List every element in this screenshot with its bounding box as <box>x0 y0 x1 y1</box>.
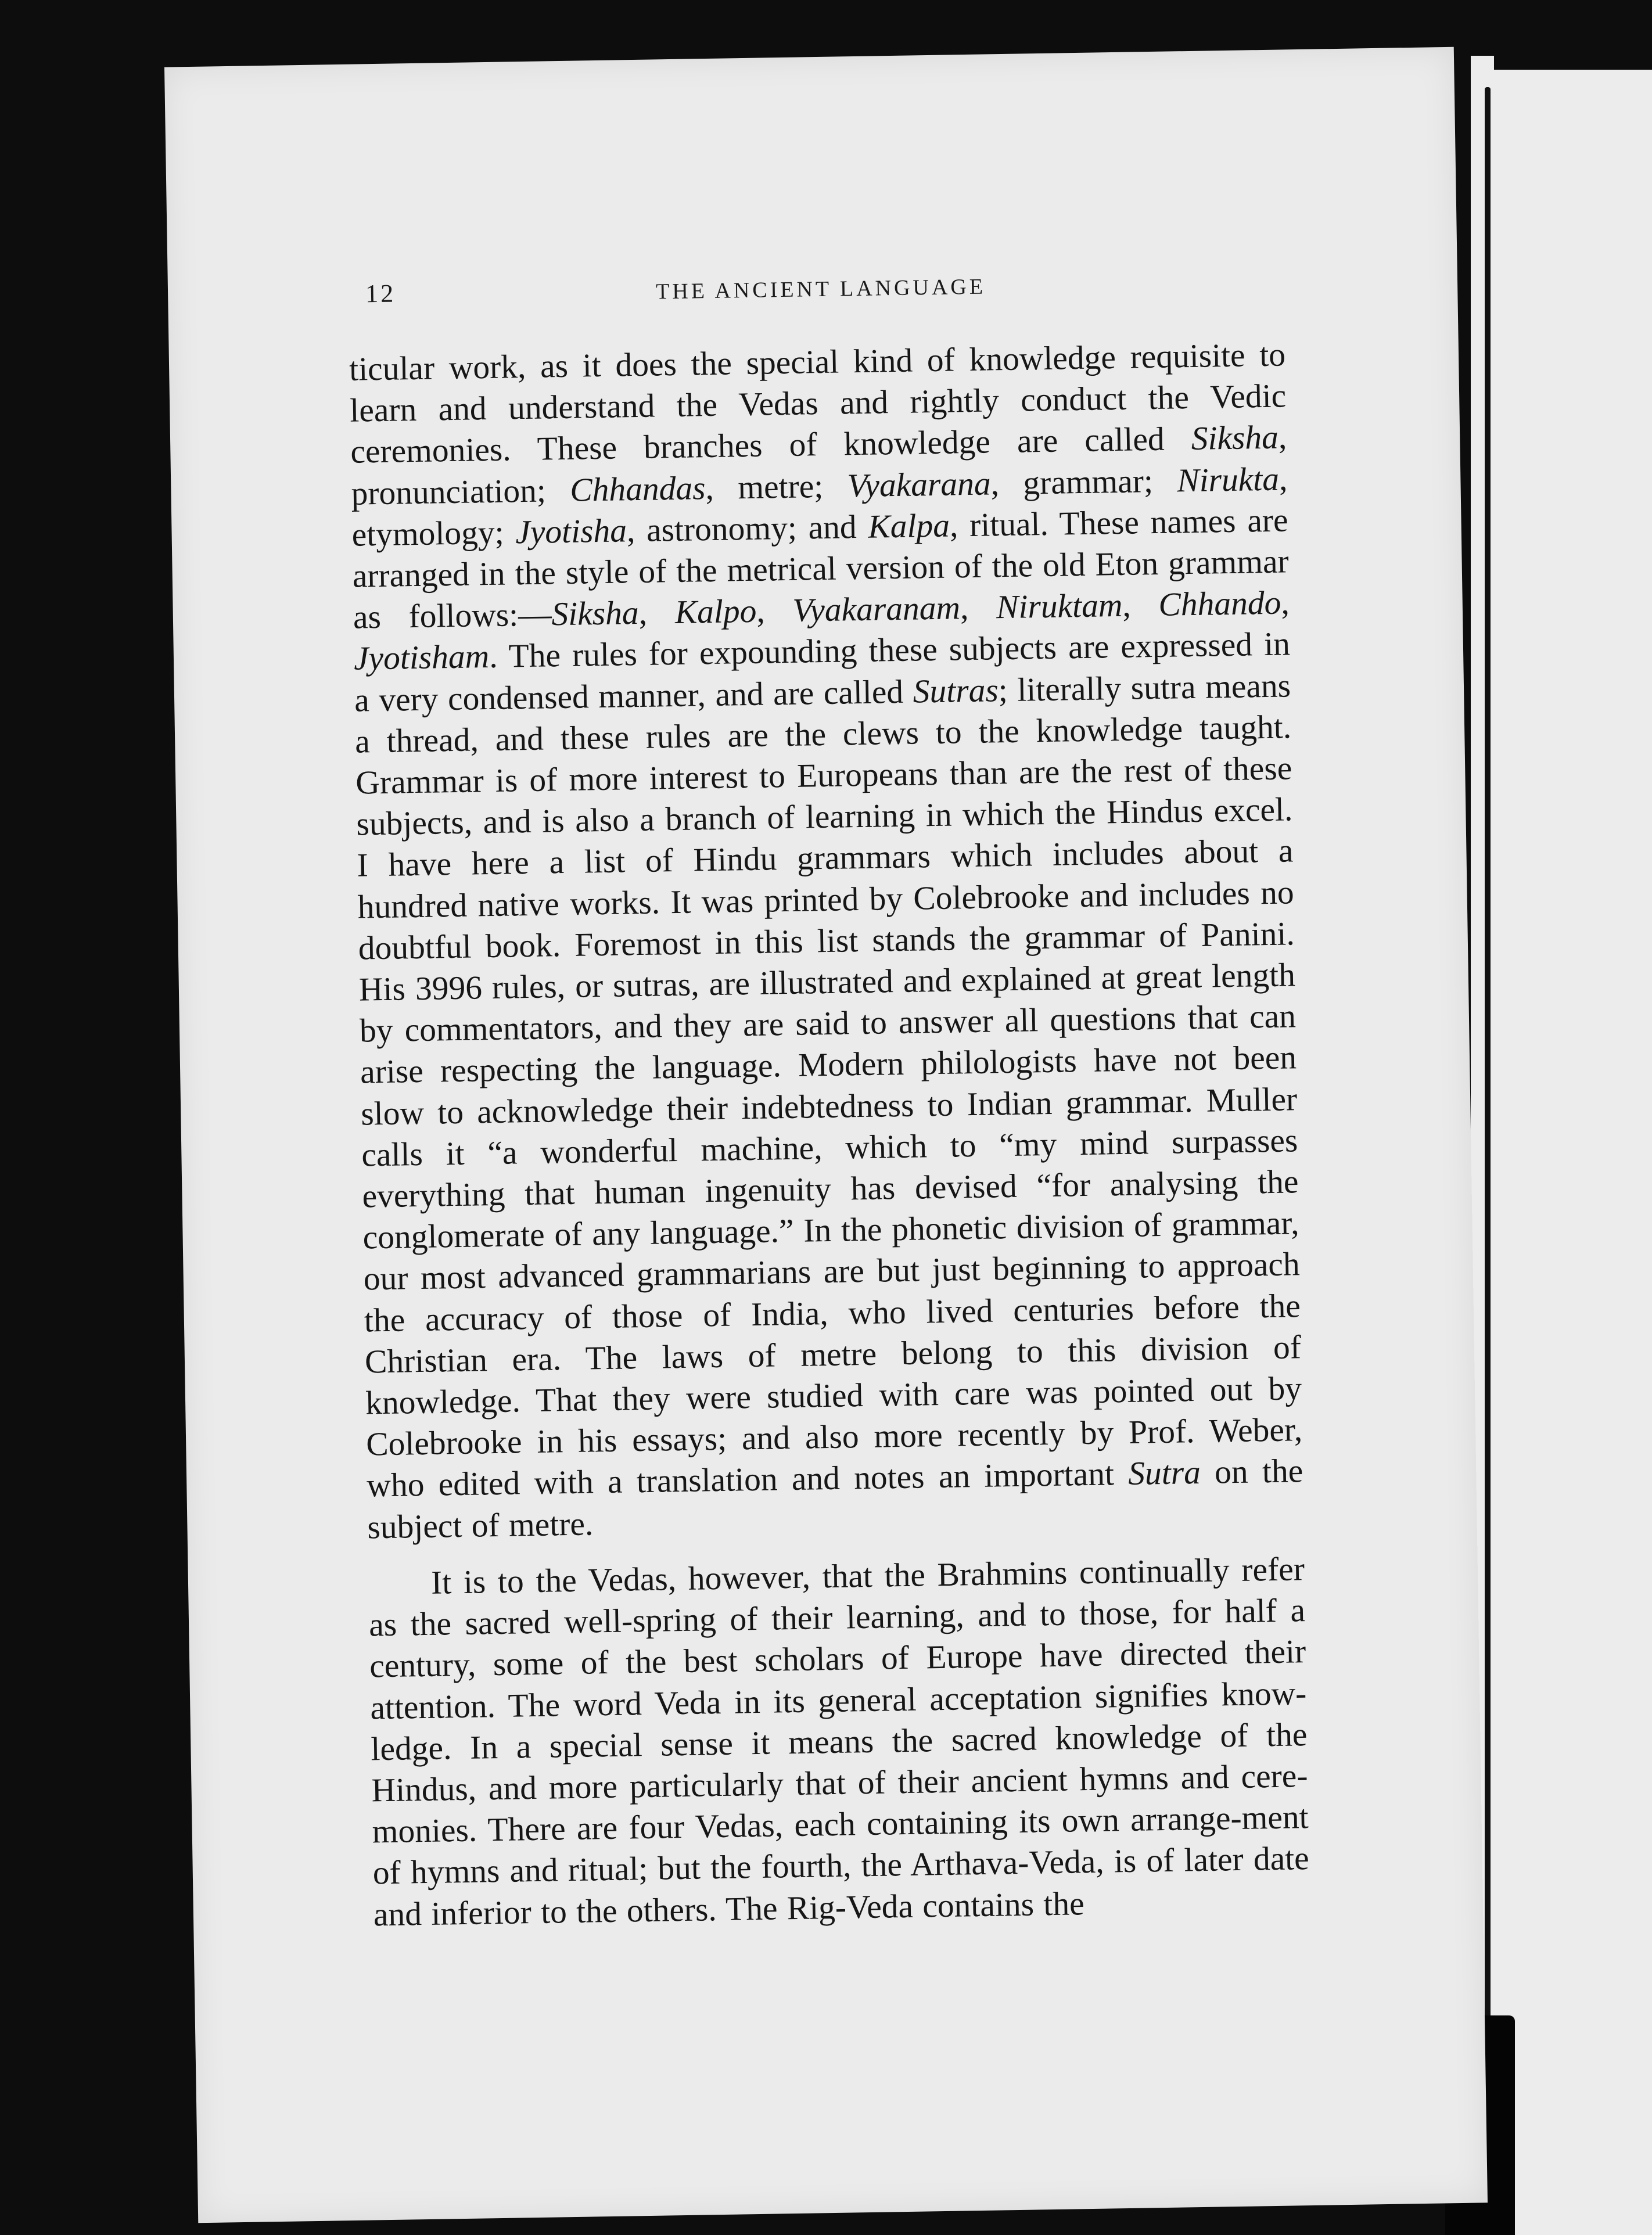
book-page <box>164 47 1488 2223</box>
text-run: , metre; <box>705 467 848 506</box>
facing-page-edge <box>1494 70 1652 2235</box>
text-run: ; literally sutra means a thread, and these rules are the clews to the knowledge taught. Grammar is of more interest to Europeans than are the rest of these subjects, and is also a branch of learning in which the Hindus excel. I have here a list of Hindu grammars which includes about a hundred native works. It was printed by Colebrooke and includes no doubtful book. Foremost in this list stands the grammar of Panini. His 3996 rules, or sutras, are illustrated and explained at great length by commentators, and they are said to answer all questions that can arise respecting the language. Modern philologists have not been slow to acknowledge their indebtedness to Indian grammar. Muller calls it “a wonderful machine, which to “my mind surpasses everything that human ingenuity has devised “for analysing the conglomerate of any language.” In the phonetic division of grammar, our most advanced grammarians are but just beginning to approach the accuracy of those of India, who lived centuries before the Christian era. The laws of metre belong to this division of knowledge. That they were studied with care was pointed out by Colebrooke in his essays; and also more recently by Prof. Weber, who edited with a translation and notes an important <box>354 667 1303 1504</box>
text-run: , etymology; <box>351 460 1288 554</box>
italic-term: Jyotisha <box>515 512 627 551</box>
page-number: 12 <box>365 279 396 308</box>
text-run: , <box>1280 584 1290 621</box>
text-run: It is to the Vedas, however, that the Brahmins continually refer as the sacred well-spring of their learning, and to those, for half a century, some of the best scholars of Europe have directed their attention. The word Veda in its general acceptation signifies know-ledge. In a special sense it means the sacred knowledge of the Hindus, and more particularly that of their ancient hymns and cere-monies. There are four Vedas, each containing its own arrange-ment of hymns and ritual; but the fourth, the Arthava-Veda, is of later date and inferior to the others. The Rig-Veda contains the <box>368 1551 1310 1933</box>
italic-term: Kalpo <box>674 592 757 631</box>
running-title: THE ANCIENT LANGUAGE <box>655 274 986 304</box>
text-run: , <box>960 589 997 627</box>
italic-term: Sutra <box>1127 1454 1201 1493</box>
text-run: . The rules for expounding these subjects are expressed in a very condensed manner, and are called <box>354 626 1291 719</box>
running-head <box>168 262 1458 329</box>
italic-term: Siksha <box>1191 419 1279 458</box>
text-run: , grammar; <box>990 462 1177 502</box>
text-run: , ritual. These names are arranged in the style of the metrical version of the old Eton grammar as follows:— <box>352 502 1290 636</box>
italic-term: Kalpa <box>867 507 950 545</box>
paragraph-2 <box>368 1548 1310 1935</box>
text-run: , pronunciation; <box>351 419 1287 512</box>
text-run: , <box>756 592 793 630</box>
italic-term: Vyakarana <box>847 465 992 504</box>
spine-stitching <box>1485 87 1491 2155</box>
text-run: on the subject of metre. <box>367 1453 1303 1546</box>
text-run: , astronomy; and <box>626 508 868 549</box>
italic-term: Niruktam <box>996 587 1123 626</box>
italic-term: Sutras <box>913 671 999 710</box>
italic-term: Chhando <box>1158 584 1281 624</box>
text-run: , <box>1122 587 1159 624</box>
italic-term: Vyakaranam <box>792 590 961 630</box>
text-run: , <box>638 594 676 632</box>
italic-term: Chhandas <box>569 469 706 509</box>
body-text <box>349 334 1310 1935</box>
italic-term: Jyotisham <box>353 638 490 678</box>
italic-term: Nirukta <box>1176 461 1280 499</box>
text-run: ticular work, as it does the special kind of knowledge requisite to learn and understand the Vedas and rightly conduct the Vedic ceremonies. These branches of knowledge are called <box>349 336 1287 471</box>
paragraph-1 <box>349 334 1304 1548</box>
italic-term: Siksha <box>551 595 640 633</box>
